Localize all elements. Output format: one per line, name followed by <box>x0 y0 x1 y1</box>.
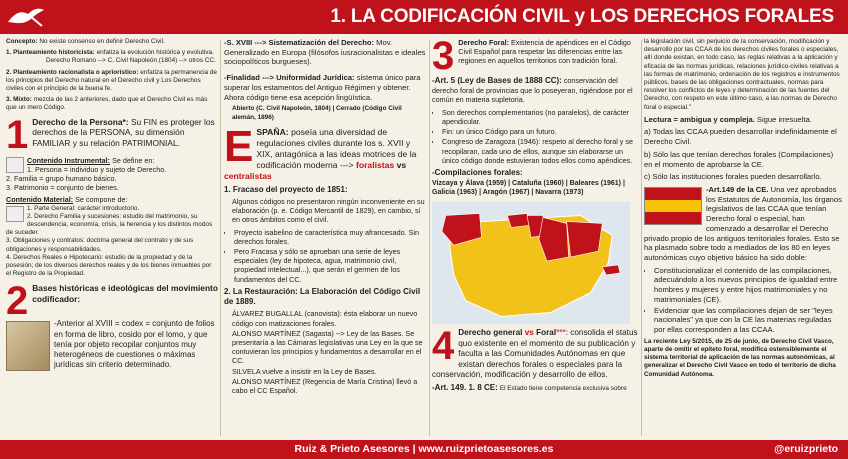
material-title: Contenido Material: <box>6 195 74 205</box>
section-number: 2 <box>6 283 29 320</box>
sigue-text: Sigue irresuelta. <box>756 114 812 124</box>
fracaso-title: 1. Fracaso del proyecto de 1851: <box>224 184 348 194</box>
page-title: 1. LA CODIFICACIÓN CIVIL y LOS DERECHOS FORALES <box>330 6 834 27</box>
option-a: a) Todas las CCAA pueden desarrollar indefinidamente el Derecho Civil. <box>644 127 837 147</box>
spain-foral-map <box>432 201 630 325</box>
fracaso-section <box>224 185 426 284</box>
objective-bullet: • Constitucionalizar el contenido de las compilaciones, adecuándolo a los nuevos principios de igualdad entre hombres y mujeres y entre hijos matrimoniales y no matrimoniales (CE). <box>654 266 842 305</box>
racionalista-label: 2. Planteamiento racionalista o apriorístico: <box>6 68 139 76</box>
instrumental-lead: Se define en: <box>112 155 155 165</box>
material-item: 3. Obligaciones y contratos: doctrina general del contrato y de sus obligaciones y responsabilidades. <box>6 237 194 253</box>
column-1 <box>6 38 218 438</box>
mixto-label: 3. Mixto: <box>6 96 32 104</box>
finalidad-text: sistema único para superar los estamentos del Antiguo Régimen y obtener. Ahora código tiene esa acepción lingüística. <box>224 73 421 102</box>
header-bar <box>0 0 848 34</box>
art149ce-title: -Art.149 de la CE. <box>706 185 769 194</box>
objective-bullet: • Evidenciar que las compilaciones dejan de ser "leyes nacionales" ya que con la CE las materias reguladas por ellas corresponden a las CCAA. <box>654 306 842 335</box>
art149-text: El Estado tiene competencia exclusiva sobre <box>499 384 627 392</box>
historicista-text: enfatiza la evolución histórica y evolutiva. <box>96 49 214 57</box>
fracaso-bullet: • Pero Fracasa y sólo se aprueban una serie de leyes especiales (ley de hipoteca, agua, matrimonio civil, propiedad intelectual...), que serán el germen de los fundamentos del CC. <box>234 247 426 284</box>
fracaso-text: Algunos códigos no presentaron ningún inconveniente en su elaboración (p. e. Código Mercantil de 1829), en cambio, sí en otros ámbitos como el civil. <box>232 196 425 225</box>
material-lead: Se compone de: <box>75 195 128 205</box>
centralistas-label: centralistas <box>224 170 272 181</box>
column-2 <box>224 38 426 438</box>
restauracion-section <box>224 287 426 395</box>
section-1-title: Derecho de la Persona*: <box>32 116 129 127</box>
restauracion-item: ALONSO MARTÍNEZ (Sagasta) --> Ley de las Bases. Se presentaría a las Cámaras legislativas una Ley en la que se contuvieran los principios y fundamentos a desarrollar en el CC. <box>232 328 423 366</box>
art5-para <box>432 76 638 105</box>
gavel-icon <box>6 206 24 222</box>
section-number: 1 <box>6 116 29 153</box>
restauracion-item: ÁLVAREZ BUGALLAL (canovista): ésta elaborar un nuevo código con matizaciones forales. <box>232 309 418 328</box>
instrumental-item: 2. Familia = grupo humano básico. <box>6 173 117 183</box>
section-2-text: -Anterior al XVIII = codex = conjunto de folios en forma de libro, cosido por el lomo, y que tenía por objeto recopilar conjuntos muy heterogéneos de cuestiones o máximas jurídicas sin criterio determinado. <box>54 319 215 370</box>
footer-website[interactable]: Ruiz & Prieto Asesores | www.ruizprietoasesores.es <box>294 443 554 455</box>
sistematizacion-text: Mov. Generalizado en Europa (filósofos iusracionalistas e ideales sociopolíticos burgueses). <box>224 38 426 67</box>
restauracion-title: 2. La Restauración: La Elaboración del Código Civil de 1889. <box>224 286 421 307</box>
map-region-cataluna <box>567 222 603 258</box>
vs-label: vs <box>524 328 534 338</box>
section-3-text: Existencia de apéndices en el Código Civil Español para respetar las diferencias entre las regiones en aquellos territorios con tradición foral. <box>458 38 631 66</box>
racionalista-para <box>6 69 218 94</box>
espana-section <box>224 127 426 182</box>
old-book-image <box>6 321 50 371</box>
fracaso-bullet: • Proyecto isabelino de característica muy afrancesado. Sin derechos forales. <box>234 228 426 246</box>
lectura-label: Lectura = ambigua y compleja. <box>644 114 755 124</box>
compilaciones-title: -Compilaciones forales: <box>432 167 523 177</box>
racionalista-text: enfatiza la permanencia de los principios del Derecho natural en el Derecho civil y Los Derechos civiles con el principio de la buena fe. <box>6 68 217 92</box>
section-2-title: Bases históricas e ideológicas del movimiento codificador: <box>32 283 218 305</box>
historicista-label: 1. Planteamiento historicista: <box>6 49 95 57</box>
foral-label: Foral <box>536 328 557 338</box>
flags-image <box>644 187 702 225</box>
art149-continued: la legislación civil, sin perjuicio de la conservación, modificación y desarrollo por las CCAA de los derechos civiles forales o especiales, allí donde existan, en todo caso, las reglas relativas a la aplicación y eficacia de las normas jurídicas, relaciones jurídico-civiles relativas a las formas de matrimonio, ordenación de los registros e instrumentos públicos, bases de las obligaciones contractuales, normas para resolver los conflictos de leyes y determinación de las fuentes del Derecho, con respeto en este último caso, a las normas de Derecho foral o especial." <box>644 38 840 111</box>
section-4: 4 Derecho general vs Foral***: consolida el status quo existente en el momento de su publicación y faculta a las Comunidades Autónomas en que existan derechos forales o especiales para la conservación, modificación y desarrollo de ellos. <box>432 328 638 380</box>
finalidad-para <box>224 73 426 102</box>
contenido-instrumental <box>6 156 218 193</box>
section-number: 3 <box>432 38 455 74</box>
section-1-text: Su FIN es proteger los derechos de la PERSONA, su dimensión FAMILIAR y su relación PATRIMONIAL. <box>32 116 215 148</box>
compilaciones-list: Vizcaya y Álava (1959) | Cataluña (1960) | Baleares (1961) | Galicia (1963) | Aragón (1967) | Navarra (1973) <box>432 180 625 197</box>
concepto-text: No existe consenso en definir Derecho Civil. <box>39 38 165 45</box>
codigo-note: Abierto (C. Civil Napoleón, 1804) | Cerrado (Código Civil alemán, 1896) <box>232 105 402 121</box>
sistematizacion-title: -S. XVIII ---> Sistematización del Derecho: <box>224 38 375 47</box>
column-divider <box>220 40 221 436</box>
ley-vasco-para: La reciente Ley 5/2015, de 25 de junio, de Derecho Civil Vasco, aparte de omitir el epíteto foral, modifica ostensiblemente el sistema territorial de aplicación de las normas autonómicas, al generalizar el Derecho Civil Vasco en todo el territorio de dicha Comunidad Autónoma. <box>644 337 836 378</box>
sistematizacion-para <box>224 38 426 67</box>
espana-text: poseía una diversidad de regulaciones civiles durante los s. XVII y XIX, antagónica a las ideas motrices de la codificación moderna ---> <box>256 126 417 170</box>
column-divider <box>429 40 430 436</box>
foral-bullet: • Son derechos complementarios (no paralelos), de carácter apendicular. <box>442 108 638 126</box>
family-icon <box>6 157 24 173</box>
finalidad-title: -Finalidad ---> Uniformidad Jurídica: <box>224 73 355 83</box>
section-3 <box>432 38 638 74</box>
material-item: 1. Parte General: carácter introductorio. <box>27 204 140 212</box>
mixto-text: mezcla de las 2 anteriores, dado que el Derecho Civil es más que un mero Código. <box>6 96 208 112</box>
instrumental-title: Contenido Instrumental: <box>27 155 111 165</box>
section-2 <box>6 283 218 319</box>
column-4 <box>644 38 842 438</box>
map-region-vasco <box>507 214 529 228</box>
bird-logo-icon <box>6 4 46 30</box>
instrumental-item: 3. Patrimonio = conjunto de bienes. <box>6 183 119 193</box>
dropcap-e: E <box>224 126 254 171</box>
section-4-text: consolida el status quo existente en el momento de su publicación y faculta a las Comunidades Autónomas en que existan derechos forales o especiales para la conservación, modificación y desarrollo de ellos. <box>432 328 638 380</box>
material-item: 2. Derecho Familia y sucesiones: estudio del matrimonio, su descendencia, economía, crisis, la herencia y los distintos modos de suceder. <box>6 212 213 237</box>
section-3-title: Derecho Foral: <box>458 38 509 47</box>
section-number: 4 <box>432 328 455 369</box>
twitter-handle[interactable]: @eruizprieto <box>774 443 838 455</box>
derecho-general-label: Derecho general <box>458 328 523 338</box>
footer-bar <box>0 440 848 459</box>
column-divider <box>641 40 642 436</box>
art149-title: -Art. 149. 1. 8 CE: <box>432 382 498 392</box>
lectura-para <box>644 115 842 125</box>
stars-mark: *** <box>556 328 566 338</box>
column-3 <box>432 38 638 438</box>
material-item: 4. Derechos Reales e Hipotecario: estudio de la propiedad y de la posesión; de los diversos derechos reales y de los bienes inmuebles por el Registro de la Propiedad. <box>6 253 212 278</box>
section-1 <box>6 117 218 153</box>
mixto-para <box>6 96 218 112</box>
option-b: b) Sólo las que tenían derechos forales (Compilaciones) en el momento de aprobarse la CE. <box>644 149 834 169</box>
vs-label: vs <box>396 159 407 170</box>
art5-text: conservación del derecho foral de provincias que lo poseyeran, rigiéndose por el común en materia supletoria. <box>432 76 633 105</box>
foral-bullet: • Fin: un único Código para un futuro. <box>442 127 638 136</box>
restauracion-item: SILVELA vuelve a insistir en la Ley de Bases. <box>232 366 377 376</box>
concepto-label: Concepto: <box>6 38 38 45</box>
espana-title: SPAÑA: <box>256 126 289 137</box>
art5-title: -Art. 5 (Ley de Bases de 1888 CC): <box>432 76 562 85</box>
contenido-material <box>6 195 218 278</box>
historicista-chain: Derecho Romano --> C. Civil Napoleón (1804) --> otros CC. <box>46 57 216 65</box>
restauracion-item: ALONSO MARTÍNEZ (Regencia de María Cristina) llevó a cabo el CC Español. <box>232 376 418 396</box>
art149-para <box>432 383 638 393</box>
historicista-para <box>6 49 218 65</box>
option-c: c) Sólo las instituciones forales pueden desarrollarlo. <box>644 172 822 182</box>
concepto-para <box>6 38 218 46</box>
instrumental-item: 1. Persona = individuo y sujeto de Derecho. <box>27 164 167 174</box>
art149ce-text: Una vez aprobados los Estatutos de Autonomía, los órganos legislativos de las CCAA que tenían Derecho foral o especial, han comenzado a desarrollar el Derecho privado propio de los antiguos territoriales forales. Esto se ha plasmado sobre todo a mediados de los 80 en leyes autonómicas cuyo objetivo básico ha sido doble: <box>644 185 842 263</box>
foralistas-label: foralistas <box>355 159 395 170</box>
foral-bullet: • Congreso de Zaragoza (1946): respeto al derecho foral y se recopilaran, cada uno de ellos, aunque sin elaborarse un único código donde estuvieran todos ellos como apéndices. <box>442 137 638 165</box>
